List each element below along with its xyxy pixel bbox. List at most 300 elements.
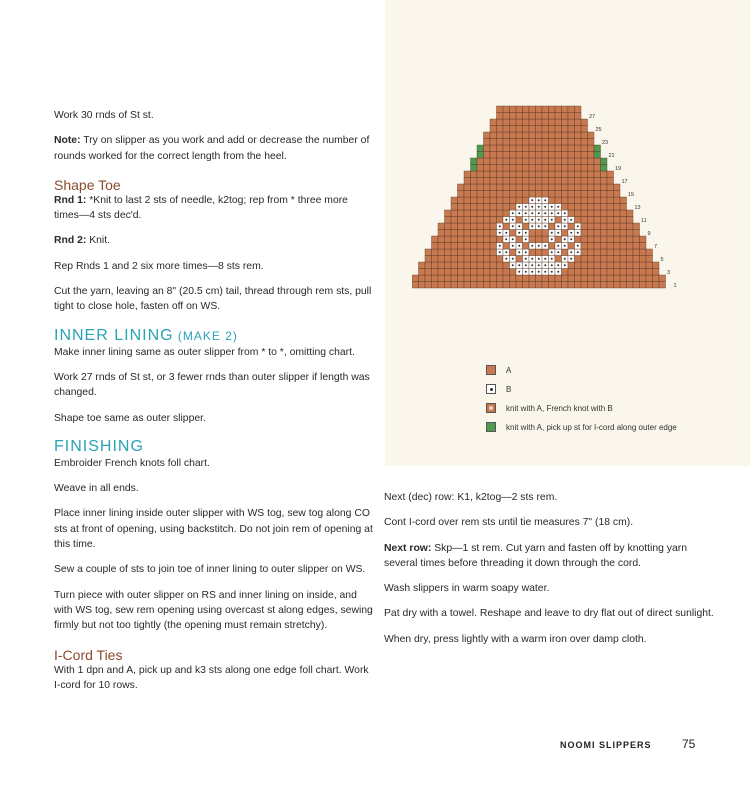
chart-cell	[477, 210, 484, 217]
chart-cell	[458, 236, 465, 243]
dot-icon	[525, 271, 527, 273]
chart-cell	[633, 262, 640, 269]
chart-cell	[503, 165, 510, 172]
chart-cell	[581, 210, 588, 217]
chart-cell	[471, 210, 478, 217]
chart-cell	[536, 178, 543, 185]
chart-cell	[516, 158, 523, 165]
chart-cell	[497, 139, 504, 146]
chart-cell	[607, 171, 614, 178]
chart-cell	[601, 210, 608, 217]
chart-cell	[588, 139, 595, 146]
chart-cell	[490, 243, 497, 250]
chart-cell	[510, 204, 517, 211]
chart-cell	[425, 249, 432, 256]
chart-cell	[581, 275, 588, 282]
chart-cell	[594, 217, 601, 224]
chart-cell	[490, 217, 497, 224]
chart-cell	[445, 256, 452, 263]
swatch-pickup	[486, 422, 496, 432]
dot-icon	[551, 206, 553, 208]
chart-cell	[523, 119, 530, 126]
chart-cell	[588, 269, 595, 276]
dot-icon	[544, 258, 546, 260]
chart-cell	[464, 249, 471, 256]
chart-cell	[549, 197, 556, 204]
chart-cell	[555, 184, 562, 191]
page-number: 75	[682, 737, 696, 751]
dot-icon	[564, 212, 566, 214]
chart-cell	[471, 243, 478, 250]
chart-cell	[575, 171, 582, 178]
chart-cell	[575, 158, 582, 165]
chart-cell	[627, 262, 634, 269]
chart-cell	[633, 230, 640, 237]
dot-icon	[557, 232, 559, 234]
chart-cell	[607, 230, 614, 237]
chart-cell	[640, 275, 647, 282]
chart-cell	[633, 236, 640, 243]
chart-cell	[594, 236, 601, 243]
chart-cell	[640, 269, 647, 276]
chart-cell	[516, 171, 523, 178]
chart-cell	[555, 106, 562, 113]
chart-cell	[523, 145, 530, 152]
chart-cell	[575, 119, 582, 126]
chart-cell	[464, 184, 471, 191]
chart-cell	[542, 230, 549, 237]
chart-cell	[516, 282, 523, 289]
chart-cell	[458, 275, 465, 282]
chart-cell	[620, 256, 627, 263]
dot-icon	[531, 212, 533, 214]
chart-cell	[653, 262, 660, 269]
dot-icon	[564, 264, 566, 266]
dot-icon	[499, 251, 501, 253]
chart-cell	[627, 217, 634, 224]
chart-cell	[458, 197, 465, 204]
chart-cell	[542, 171, 549, 178]
dot-icon	[577, 225, 579, 227]
chart-cell	[640, 256, 647, 263]
paragraph: Wash slippers in warm soapy water.	[384, 583, 550, 595]
dot-icon	[525, 232, 527, 234]
chart-cell	[516, 119, 523, 126]
chart-cell	[497, 152, 504, 159]
chart-cell	[536, 119, 543, 126]
chart-cell	[614, 282, 621, 289]
inner-lining-heading	[54, 327, 374, 345]
knitting-chart	[412, 100, 702, 320]
paragraph: Make inner lining same as outer slipper from * to *, omitting chart.	[54, 346, 355, 358]
chart-cell	[568, 197, 575, 204]
dot-icon	[557, 245, 559, 247]
paragraph: Turn piece with outer slipper on RS and inner lining on inside, and with WS tog, sew rem opening using overcast st along edges, sewing firmly but not too tightly (the opening must remain stretchy).	[54, 589, 373, 632]
chart-cell	[523, 191, 530, 198]
chart-cell	[484, 165, 491, 172]
chart-cell	[568, 106, 575, 113]
dot-icon	[518, 212, 520, 214]
chart-cell	[477, 152, 484, 159]
dot-icon	[564, 258, 566, 260]
chart-cell	[510, 132, 517, 139]
row-number-label: 11	[641, 218, 647, 224]
chart-cell	[555, 119, 562, 126]
chart-cell	[497, 275, 504, 282]
chart-cell	[523, 165, 530, 172]
rnd1-paragraph	[54, 193, 374, 224]
chart-cell	[614, 217, 621, 224]
dot-icon	[557, 212, 559, 214]
dot-icon	[577, 251, 579, 253]
chart-cell	[653, 275, 660, 282]
chart-cell	[510, 282, 517, 289]
chart-cell	[529, 275, 536, 282]
chart-cell	[516, 139, 523, 146]
chart-cell	[627, 249, 634, 256]
chart-cell	[601, 262, 608, 269]
chart-cell	[477, 171, 484, 178]
chart-cell	[575, 126, 582, 133]
chart-cell	[503, 269, 510, 276]
chart-cell	[516, 217, 523, 224]
row-number-label: 27	[589, 114, 596, 120]
chart-cell	[646, 282, 653, 289]
chart-cell	[484, 132, 491, 139]
chart-cell	[529, 106, 536, 113]
chart-cell	[438, 230, 445, 237]
chart-cell	[438, 282, 445, 289]
chart-cell	[607, 178, 614, 185]
chart-cell	[549, 223, 556, 230]
chart-cell	[555, 145, 562, 152]
chart-cell	[614, 204, 621, 211]
chart-cell	[575, 269, 582, 276]
chart-cell	[562, 269, 569, 276]
paragraph: Embroider French knots foll chart.	[54, 457, 210, 469]
chart-cell	[497, 236, 504, 243]
chart-cell	[529, 145, 536, 152]
chart-cell	[594, 178, 601, 185]
chart-cell	[419, 282, 426, 289]
chart-cell	[490, 132, 497, 139]
chart-cell	[568, 126, 575, 133]
chart-cell	[484, 249, 491, 256]
chart-cell	[529, 158, 536, 165]
chart-cell	[451, 275, 458, 282]
chart-cell	[510, 113, 517, 120]
chart-cell	[497, 210, 504, 217]
chart-cell	[588, 171, 595, 178]
chart-cell	[445, 275, 452, 282]
chart-cell	[523, 106, 530, 113]
chart-cell	[425, 269, 432, 276]
chart-cell	[568, 204, 575, 211]
chart-cell	[529, 191, 536, 198]
chart-cell	[575, 139, 582, 146]
chart-cell	[445, 223, 452, 230]
chart-cell	[536, 106, 543, 113]
chart-cell	[594, 191, 601, 198]
inner-lining-title: INNER LINING	[54, 326, 174, 344]
chart-cell	[477, 282, 484, 289]
chart-cell	[503, 243, 510, 250]
legend-item-a	[486, 365, 686, 384]
legend-item-french-knot	[486, 403, 686, 422]
chart-cell	[549, 132, 556, 139]
chart-cell	[581, 119, 588, 126]
chart-cell	[562, 119, 569, 126]
chart-cell	[568, 262, 575, 269]
legend-label: B	[506, 385, 512, 394]
chart-cell	[516, 106, 523, 113]
chart-cell	[549, 158, 556, 165]
chart-cell	[594, 230, 601, 237]
chart-cell	[503, 171, 510, 178]
chart-cell	[497, 178, 504, 185]
chart-cell	[581, 243, 588, 250]
chart-cell	[614, 256, 621, 263]
chart-cell	[588, 210, 595, 217]
chart-cell	[549, 171, 556, 178]
chart-cell	[594, 184, 601, 191]
chart-cell	[594, 275, 601, 282]
dot-icon	[570, 258, 572, 260]
chart-cell	[607, 204, 614, 211]
icord-heading: I-Cord Ties	[54, 646, 123, 663]
paragraph: When dry, press lightly with a warm iron over damp cloth.	[384, 633, 647, 645]
chart-cell	[484, 262, 491, 269]
chart-cell	[549, 165, 556, 172]
chart-cell	[464, 171, 471, 178]
chart-cell	[581, 171, 588, 178]
chart-cell	[458, 256, 465, 263]
chart-cell	[601, 165, 608, 172]
chart-cell	[510, 249, 517, 256]
chart-cell	[464, 262, 471, 269]
dot-icon	[557, 264, 559, 266]
chart-cell	[549, 152, 556, 159]
chart-cell	[471, 275, 478, 282]
chart-cell	[536, 249, 543, 256]
row-number-label: 3	[667, 270, 671, 276]
chart-cell	[497, 184, 504, 191]
chart-cell	[458, 184, 465, 191]
chart-cell	[477, 269, 484, 276]
chart-cell	[536, 191, 543, 198]
chart-cell	[490, 262, 497, 269]
chart-cell	[529, 282, 536, 289]
chart-cell	[464, 256, 471, 263]
chart-cell	[523, 243, 530, 250]
chart-cell	[542, 184, 549, 191]
chart-cell	[529, 126, 536, 133]
dot-icon	[577, 245, 579, 247]
chart-cell	[503, 152, 510, 159]
row-number-label: 1	[673, 283, 677, 289]
chart-cell	[516, 178, 523, 185]
chart-cell	[516, 191, 523, 198]
chart-cell	[601, 217, 608, 224]
row-number-label: 21	[608, 153, 615, 159]
chart-cell	[555, 171, 562, 178]
chart-cell	[633, 256, 640, 263]
chart-cell	[464, 197, 471, 204]
chart-cell	[562, 126, 569, 133]
chart-cell	[523, 282, 530, 289]
chart-cell	[646, 262, 653, 269]
dot-icon	[538, 258, 540, 260]
chart-cell	[503, 223, 510, 230]
chart-cell	[575, 197, 582, 204]
chart-cell	[529, 236, 536, 243]
chart-cell	[555, 132, 562, 139]
chart-cell	[568, 171, 575, 178]
row-number-label: 15	[628, 192, 635, 198]
chart-cell	[464, 282, 471, 289]
chart-cell	[620, 262, 627, 269]
dot-icon	[557, 271, 559, 273]
dot-icon	[512, 258, 514, 260]
chart-cell	[432, 236, 439, 243]
chart-cell	[581, 269, 588, 276]
chart-cell	[497, 191, 504, 198]
chart-cell	[601, 184, 608, 191]
chart-cell	[497, 119, 504, 126]
chart-cell	[471, 178, 478, 185]
chart-cell	[601, 197, 608, 204]
chart-cell	[477, 165, 484, 172]
chart-cell	[607, 256, 614, 263]
rnd2-paragraph	[54, 233, 374, 248]
chart-cell	[588, 197, 595, 204]
row-number-label: 17	[621, 179, 628, 185]
chart-cell	[640, 262, 647, 269]
chart-cell	[451, 236, 458, 243]
chart-cell	[471, 223, 478, 230]
chart-cell	[536, 158, 543, 165]
chart-cell	[490, 197, 497, 204]
swatch-b	[486, 384, 496, 394]
chart-cell	[588, 223, 595, 230]
chart-cell	[438, 275, 445, 282]
dot-icon	[531, 225, 533, 227]
chart-cell	[510, 139, 517, 146]
chart-cell	[588, 236, 595, 243]
row-number-label: 25	[595, 127, 602, 133]
chart-cell	[575, 256, 582, 263]
chart-cell	[594, 210, 601, 217]
chart-cell	[484, 171, 491, 178]
chart-cell	[438, 249, 445, 256]
chart-cell	[523, 132, 530, 139]
chart-cell	[562, 204, 569, 211]
chart-cell	[620, 249, 627, 256]
chart-cell	[503, 126, 510, 133]
chart-cell	[627, 236, 634, 243]
shape-toe-heading: Shape Toe	[54, 176, 121, 193]
chart-cell	[425, 282, 432, 289]
chart-cell	[445, 269, 452, 276]
chart-cell	[542, 249, 549, 256]
dot-icon	[525, 206, 527, 208]
chart-cell	[568, 178, 575, 185]
next-row-label: Next row:	[384, 542, 432, 554]
chart-cell	[484, 178, 491, 185]
chart-cell	[555, 217, 562, 224]
next-row-text: Skp—1 st rem. Cut yarn and fasten off by knotting yarn several times before threading it down through the cord.	[384, 542, 688, 569]
chart-cell	[510, 178, 517, 185]
row-number-label: 9	[647, 231, 651, 237]
chart-cell	[464, 178, 471, 185]
chart-cell	[549, 139, 556, 146]
chart-cell	[516, 132, 523, 139]
chart-cell	[620, 223, 627, 230]
paragraph: Cut the yarn, leaving an 8" (20.5 cm) tail, thread through rem sts, pull tight to close hole, fasten off on WS.	[54, 286, 372, 313]
rnd1-label: Rnd 1:	[54, 194, 87, 206]
chart-cell	[477, 249, 484, 256]
chart-cell	[562, 106, 569, 113]
note-label: Note:	[54, 135, 81, 147]
chart-cell	[542, 191, 549, 198]
dot-icon	[518, 225, 520, 227]
chart-cell	[575, 191, 582, 198]
chart-cell	[601, 256, 608, 263]
chart-cell	[458, 204, 465, 211]
chart-cell	[490, 204, 497, 211]
chart-cell	[601, 249, 608, 256]
chart-cell	[581, 152, 588, 159]
chart-cell	[607, 269, 614, 276]
chart-cell	[484, 158, 491, 165]
chart-cell	[581, 262, 588, 269]
french-knot-icon	[489, 406, 493, 410]
chart-cell	[542, 132, 549, 139]
chart-cell	[627, 269, 634, 276]
chart-cell	[581, 230, 588, 237]
chart-cell	[562, 165, 569, 172]
chart-cell	[445, 217, 452, 224]
chart-cell	[640, 282, 647, 289]
chart-cell	[542, 158, 549, 165]
chart-cell	[620, 210, 627, 217]
chart-cell	[438, 243, 445, 250]
dot-icon	[531, 258, 533, 260]
chart-cell	[471, 197, 478, 204]
chart-cell	[529, 113, 536, 120]
chart-cell	[588, 249, 595, 256]
chart-cell	[464, 223, 471, 230]
chart-cell	[542, 113, 549, 120]
dot-icon	[512, 264, 514, 266]
chart-cell	[627, 223, 634, 230]
chart-cell	[464, 243, 471, 250]
chart-cell	[607, 236, 614, 243]
chart-cell	[627, 210, 634, 217]
chart-cell	[523, 139, 530, 146]
chart-cell	[575, 165, 582, 172]
dot-icon	[544, 219, 546, 221]
dot-icon	[490, 388, 493, 391]
chart-cell	[484, 223, 491, 230]
chart-cell	[568, 113, 575, 120]
chart-cell	[562, 197, 569, 204]
chart-cell	[503, 158, 510, 165]
chart-cell	[490, 210, 497, 217]
chart-cell	[594, 171, 601, 178]
chart-cell	[614, 191, 621, 198]
chart-cell	[510, 145, 517, 152]
